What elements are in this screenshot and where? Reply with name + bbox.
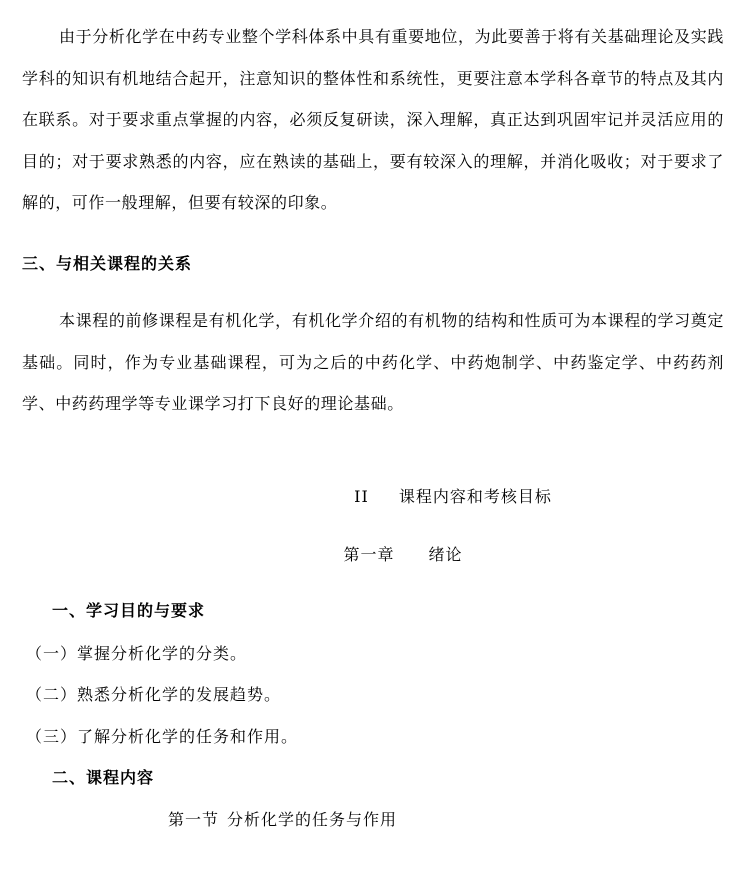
related-courses-paragraph: 本课程的前修课程是有机化学，有机化学介绍的有机物的结构和性质可为本课程的学习奠定基础。同时，作为专业基础课程，可为之后的中药化学、中药炮制学、中药鉴定学、中药药剂学、中药药理学等专业课学习打下良好的理论基础。	[22, 311, 724, 414]
goal-item: （二）熟悉分析化学的发展趋势。	[26, 685, 282, 704]
goals-heading: 一、学习目的与要求	[52, 601, 206, 620]
section-title	[168, 808, 397, 832]
part-title	[0, 485, 746, 509]
section-number: 第一节	[168, 810, 220, 829]
chapter-number: 第一章	[343, 545, 395, 564]
chapter-title-text: 绪论	[428, 545, 463, 564]
part-title-text: 课程内容和考核目标	[398, 487, 552, 506]
section-heading-related-courses: 三、与相关课程的关系	[22, 254, 193, 273]
content-heading: 二、课程内容	[52, 768, 155, 787]
part-roman-numeral: II	[354, 487, 369, 506]
goal-item: （一）掌握分析化学的分类。	[26, 644, 248, 663]
chapter-title	[0, 543, 746, 567]
study-method-paragraph: 由于分析化学在中药专业整个学科体系中具有重要地位，为此要善于将有关基础理论及实践学科的知识有机地结合起开，注意知识的整体性和系统性，更要注意本学科各章节的特点及其内在联系。对于要求重点掌握的内容，必须反复研读，深入理解，真正达到巩固牢记并灵活应用的目的；对于要求熟悉的内容，应在熟读的基础上，要有较深入的理解，并消化吸收；对于要求了解的，可作一般理解，但要有较深的印象。	[22, 27, 724, 213]
section-title-text: 分析化学的任务与作用	[227, 810, 398, 829]
goal-item: （三）了解分析化学的任务和作用。	[26, 727, 299, 746]
